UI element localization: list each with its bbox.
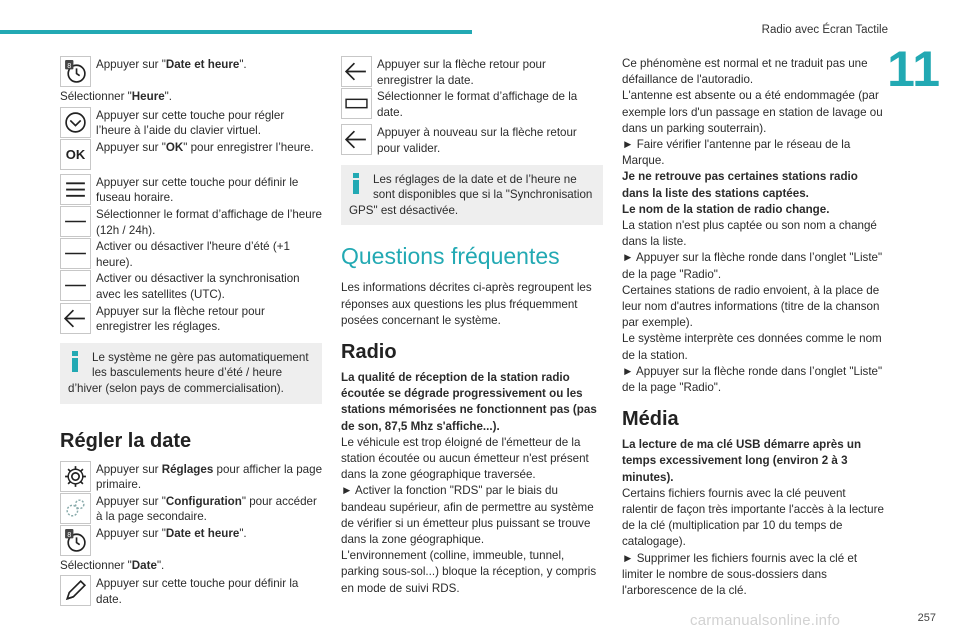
question: Je ne retrouve pas certaines stations radio dans la liste des stations captées.	[622, 170, 858, 200]
header-title: Radio avec Écran Tactile	[761, 24, 888, 36]
toggle-switch-icon	[60, 206, 91, 237]
instruction-row: Appuyer à nouveau sur la flèche retour pour valider.	[341, 124, 603, 156]
radio-title: Radio	[341, 340, 397, 363]
instruction-row: Activer ou désactiver la synchronisation avec les satellites (UTC).	[60, 270, 322, 302]
faq-title: Questions fréquentes	[341, 243, 560, 270]
ok-icon: OK	[60, 139, 91, 170]
answer: ► Activer la fonction "RDS" par le biais du bandeau supérieur, afin de permettre au système de vérifier si un émetteur plus puissant se trouve dans la zone géographique.	[341, 484, 594, 546]
instruction-row: OK Appuyer sur "OK" pour enregistrer l’heure.	[60, 139, 322, 170]
instruction-row: Appuyer sur "Configuration" pour accéder à la page secondaire.	[60, 493, 322, 525]
answer: L'environnement (colline, immeuble, tunnel, parking sous-sol...) bloque la réception, y compris en mode de suivi RDS.	[341, 549, 597, 595]
instruction-row: Appuyer sur la flèche retour pour enregistrer la date.	[341, 56, 603, 88]
configuration-gears-icon	[60, 493, 91, 524]
answer: Certaines stations de radio envoient, à la place de leur nom d'autres informations (titre de la chanson par exemple).	[622, 283, 880, 330]
select-hour-text: Sélectionner "Heure".	[60, 90, 173, 103]
gear-icon	[60, 461, 91, 492]
media-title: Média	[622, 408, 679, 431]
toggle-switch-icon	[60, 238, 91, 269]
instruction-row: Appuyer sur la flèche retour pour enregistrer les réglages.	[60, 303, 322, 335]
answer: ► Faire vérifier l'antenne par le réseau de la Marque.	[622, 138, 851, 168]
instruction-row: Sélectionner le format d’affichage de l’heure (12h / 24h).	[60, 206, 322, 238]
back-arrow-icon	[341, 56, 372, 87]
answer: La station n'est plus captée ou son nom a changé dans la liste.	[622, 219, 877, 249]
answer: Le système interprète ces données comme le nom de la station.	[622, 332, 882, 362]
menu-lines-icon	[60, 174, 91, 205]
answer: Certains fichiers fournis avec la clé peuvent ralentir de façon très importante l'accès à la lecture de la clé (multiplication par 10 du temps de catalogage).	[622, 486, 884, 549]
answer: ► Supprimer les fichiers fournis avec la clé et limiter le nombre de sous-dossiers dans l'arborescence de la clé.	[622, 551, 858, 598]
back-arrow-icon	[60, 303, 91, 334]
info-note: Les réglages de la date et de l’heure ne sont disponibles que si la "Synchronisation GPS" est désactivée.	[341, 165, 603, 226]
toggle-switch-icon	[60, 270, 91, 301]
answer: L'antenne est absente ou a été endommagée (par exemple lors d'un passage en station de lavage ou dans un parking souterrain).	[622, 89, 883, 135]
instruction-row: Appuyer sur Réglages pour afficher la page primaire.	[60, 461, 322, 493]
column-3	[622, 56, 884, 599]
info-icon	[68, 350, 82, 372]
select-date-text: Sélectionner "Date".	[60, 558, 165, 572]
clock-8-icon	[60, 525, 91, 556]
info-note: Le système ne gère pas automatiquement les basculements heure d’été / heure d’hiver (selon pays de commercialisation).	[60, 343, 322, 404]
page-number: 257	[917, 612, 936, 624]
section-title: Régler la date	[60, 429, 192, 452]
instruction-row: Activer ou désactiver l'heure d’été (+1 heure).	[60, 238, 322, 270]
header-accent-bar	[0, 30, 472, 34]
watermark: carmanualsonline.info	[690, 612, 841, 629]
question: Le nom de la station de radio change.	[622, 202, 830, 216]
instruction-row: Appuyer sur cette touche pour définir la date.	[60, 575, 322, 607]
answer: Le véhicule est trop éloigné de l'émetteur de la station écoutée ou aucun émetteur n'est présent dans la zone géographique traversée.	[341, 435, 589, 482]
instruction-row: Appuyer sur cette touche pour régler l’heure à l’aide du clavier virtuel.	[60, 107, 322, 139]
svg-text:8: 8	[67, 529, 72, 539]
chapter-number: 11	[887, 41, 940, 97]
faq-intro: Les informations décrites ci-après regroupent les réponses aux questions les plus fréquemment posées concernant le système.	[341, 281, 592, 327]
pencil-icon	[60, 575, 91, 606]
answer: Ce phénomène est normal et ne traduit pas une défaillance de l'autoradio.	[622, 57, 868, 87]
instruction-row: Appuyer sur cette touche pour définir le fuseau horaire.	[60, 174, 322, 206]
instruction-row: 8 Appuyer sur "Date et heure".	[60, 525, 322, 556]
column-1	[60, 56, 322, 608]
clock-icon	[60, 107, 91, 138]
back-arrow-icon	[341, 124, 372, 155]
instruction-row: 8 Appuyer sur "Date et heure".	[60, 56, 322, 87]
date-format-icon	[341, 88, 372, 119]
answer: ► Appuyer sur la flèche ronde dans l’onglet "Liste" de la page "Radio".	[622, 364, 883, 395]
question: La lecture de ma clé USB démarre après un temps excessivement long (environ 2 à 3 minutes).	[622, 438, 862, 484]
instruction-row: Sélectionner le format d’affichage de la date.	[341, 88, 603, 120]
question: La qualité de réception de la station radio écoutée se dégrade progressivement ou les stations mémorisées ne fonctionnent pas (pas de son, 87,5 Mhz s'affiche...).	[341, 370, 597, 433]
svg-text:8: 8	[67, 60, 72, 70]
info-icon	[349, 172, 363, 194]
column-2	[341, 56, 603, 597]
clock-8-icon	[60, 56, 91, 87]
answer: ► Appuyer sur la flèche ronde dans l’onglet "Liste" de la page "Radio".	[622, 251, 883, 281]
